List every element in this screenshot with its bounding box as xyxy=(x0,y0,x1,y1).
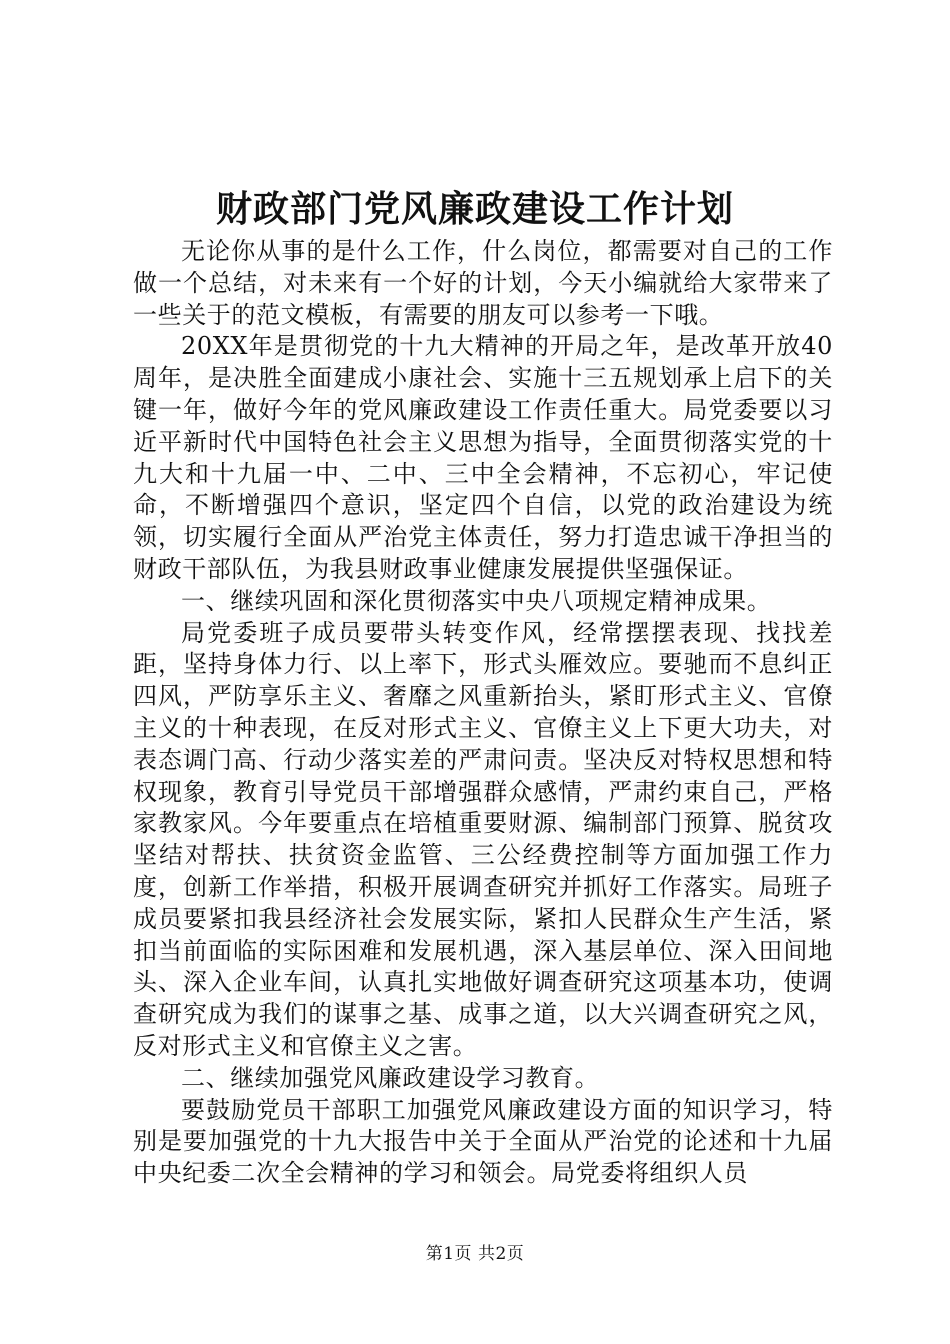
page-number-footer: 第1页 共2页 xyxy=(425,1244,525,1264)
document-body xyxy=(133,236,833,1190)
intro-paragraph: 无论你从事的是什么工作，什么岗位，都需要对自己的工作做一个总结，对未来有一个好的计划，今天小编就给大家带来了一些关于的范文模板，有需要的朋友可以参考一下哦。 xyxy=(133,237,833,329)
section-2-paragraph: 要鼓励党员干部职工加强党风廉政建设方面的知识学习，特别是要加强党的十九大报告中关于全面从严治党的论述和十九届中央纪委二次全会精神的学习和领会。局党委将组织人员 xyxy=(133,1095,833,1188)
document-title: 财政部门党风廉政建设工作计划 xyxy=(215,188,734,230)
section-heading-1: 一、继续巩固和深化贯彻落实中央八项规定精神成果。 xyxy=(181,586,772,615)
section-heading-2: 二、继续加强党风廉政建设学习教育。 xyxy=(181,1063,600,1092)
overview-paragraph: 20XX年是贯彻党的十九大精神的开局之年，是改革开放40周年，是决胜全面建成小康社会、实施十三五规划承上启下的关键一年，做好今年的党风廉政建设工作责任重大。局党委要以习近平新时代中国特色社会主义思想为指导，全面贯彻落实党的十九大和十九届一中、二中、三中全会精神，不忘初心，牢记使命，不断增强四个意识，坚定四个自信，以党的政治建设为统领，切实履行全面从严治党主体责任，努力打造忠诚干净担当的财政干部队伍，为我县财政事业健康发展提供坚强保证。 xyxy=(133,332,833,583)
section-1-paragraph: 局党委班子成员要带头转变作风，经常摆摆表现、找找差距，坚持身体力行、以上率下，形式头雁效应。要驰而不息纠正四风，严防享乐主义、奢靡之风重新抬头，紧盯形式主义、官僚主义的十种表现，在反对形式主义、官僚主义上下更大功夫，对表态调门高、行动少落实差的严肃问责。坚决反对特权思想和特权现象，教育引导党员干部增强群众感情，严肃约束自己，严格家教家风。今年要重点在培植重要财源、编制部门预算、脱贫攻坚结对帮扶、扶贫资金监管、三公经费控制等方面加强工作力度，创新工作举措，积极开展调查研究并抓好工作落实。局班子成员要紧扣我县经济社会发展实际，紧扣人民群众生产生活，紧扣当前面临的实际困难和发展机遇，深入基层单位、深入田间地头、深入企业车间，认真扎实地做好调查研究这项基本功，使调查研究成为我们的谋事之基、成事之道，以大兴调查研究之风，反对形式主义和官僚主义之害。 xyxy=(133,618,833,1060)
